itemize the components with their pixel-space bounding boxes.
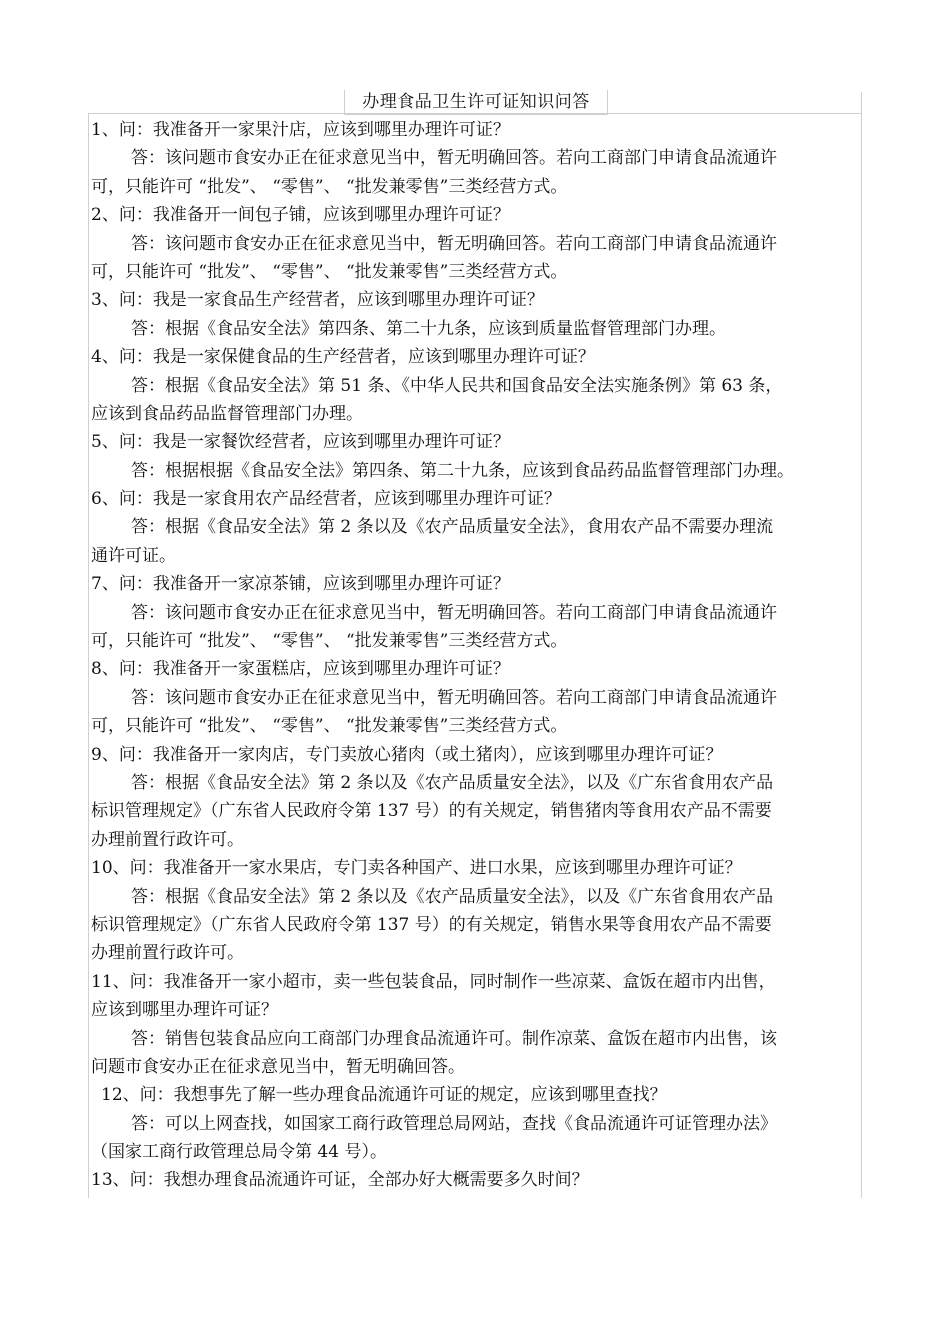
answer-line: 答：该问题市食安办正在征求意见当中，暂无明确回答。若向工商部门申请食品流通许: [131, 602, 777, 623]
question-line: 5、问：我是一家餐饮经营者，应该到哪里办理许可证？: [91, 432, 510, 453]
answer-continuation-line: 标识管理规定》（广东省人民政府令第 137 号）的有关规定，销售猪肉等食用农产品不需要: [91, 801, 772, 822]
answer-line: 答：根据《食品安全法》第 51 条、《中华人民共和国食品安全法实施条例》第 63 条，: [131, 375, 783, 396]
answer-line: 答：该问题市食安办正在征求意见当中，暂无明确回答。若向工商部门申请食品流通许: [131, 148, 777, 169]
answer-continuation-line: 可，只能许可 “批发”、 “零售”、 “批发兼零售”三类经营方式。: [91, 176, 568, 197]
question-line: 12、问：我想事先了解一些办理食品流通许可证的规定，应该到哪里查找？: [101, 1085, 667, 1106]
question-line: 4、问：我是一家保健食品的生产经营者，应该到哪里办理许可证？: [91, 347, 595, 368]
question-line: 8、问：我准备开一家蛋糕店，应该到哪里办理许可证？: [91, 659, 510, 680]
question-line: 7、问：我准备开一家凉茶铺，应该到哪里办理许可证？: [91, 574, 510, 595]
question-line: 2、问：我准备开一间包子铺，应该到哪里办理许可证？: [91, 205, 510, 226]
answer-line: 答：根据根据《食品安全法》第四条、第二十九条，应该到食品药品监督管理部门办理。: [131, 460, 794, 481]
document-title: 办理食品卫生许可证知识问答: [344, 90, 608, 115]
answer-continuation-line: 应该到食品药品监督管理部门办理。: [91, 403, 363, 424]
answer-continuation-line: 办理前置行政许可。: [91, 829, 244, 850]
answer-line: 答：销售包装食品应向工商部门办理食品流通许可。制作凉菜、盒饭在超市内出售，该: [131, 1028, 777, 1049]
question-line: 1、问：我准备开一家果汁店，应该到哪里办理许可证？: [91, 120, 510, 140]
table-left-border: [88, 113, 89, 1198]
answer-continuation-line: 问题市食安办正在征求意见当中，暂无明确回答。: [91, 1056, 465, 1077]
question-line: 10、问：我准备开一家水果店，专门卖各种国产、进口水果，应该到哪里办理许可证？: [91, 858, 742, 879]
answer-continuation-line: 通许可证。: [91, 545, 176, 566]
answer-line: 答：根据《食品安全法》第 2 条以及《农产品质量安全法》，食用农产品不需要办理流: [131, 517, 774, 538]
question-continuation-line: 应该到哪里办理许可证？: [91, 1000, 278, 1021]
answer-continuation-line: 办理前置行政许可。: [91, 943, 244, 964]
question-line: 3、问：我是一家食品生产经营者，应该到哪里办理许可证？: [91, 290, 544, 311]
answer-continuation-line: 可，只能许可 “批发”、 “零售”、 “批发兼零售”三类经营方式。: [91, 261, 568, 282]
answer-continuation-line: 标识管理规定》（广东省人民政府令第 137 号）的有关规定，销售水果等食用农产品不需要: [91, 914, 772, 935]
answer-continuation-line: （国家工商行政管理总局令第 44 号）。: [91, 1142, 387, 1163]
answer-line: 答：可以上网查找，如国家工商行政管理总局网站，查找《食品流通许可证管理办法》: [131, 1113, 777, 1134]
question-line: 11、问：我准备开一家小超市，卖一些包装食品，同时制作一些凉菜、盒饭在超市内出售，: [91, 971, 776, 992]
qa-body: [91, 116, 859, 1195]
answer-continuation-line: 可，只能许可 “批发”、 “零售”、 “批发兼零售”三类经营方式。: [91, 631, 568, 652]
question-line: 6、问：我是一家食用农产品经营者，应该到哪里办理许可证？: [91, 489, 561, 510]
question-line: 13、问：我想办理食品流通许可证，全部办好大概需要多久时间？: [91, 1170, 589, 1191]
answer-line: 答：根据《食品安全法》第四条、第二十九条，应该到质量监督管理部门办理。: [131, 318, 726, 339]
question-line: 9、问：我准备开一家肉店，专门卖放心猪肉（或土猪肉），应该到哪里办理许可证？: [91, 744, 723, 765]
table-right-border: [861, 92, 862, 1198]
answer-line: 答：根据《食品安全法》第 2 条以及《农产品质量安全法》，以及《广东省食用农产品: [131, 772, 774, 793]
answer-line: 答：根据《食品安全法》第 2 条以及《农产品质量安全法》，以及《广东省食用农产品: [131, 886, 774, 907]
answer-continuation-line: 可，只能许可 “批发”、 “零售”、 “批发兼零售”三类经营方式。: [91, 716, 568, 737]
answer-line: 答：该问题市食安办正在征求意见当中，暂无明确回答。若向工商部门申请食品流通许: [131, 233, 777, 254]
answer-line: 答：该问题市食安办正在征求意见当中，暂无明确回答。若向工商部门申请食品流通许: [131, 687, 777, 708]
